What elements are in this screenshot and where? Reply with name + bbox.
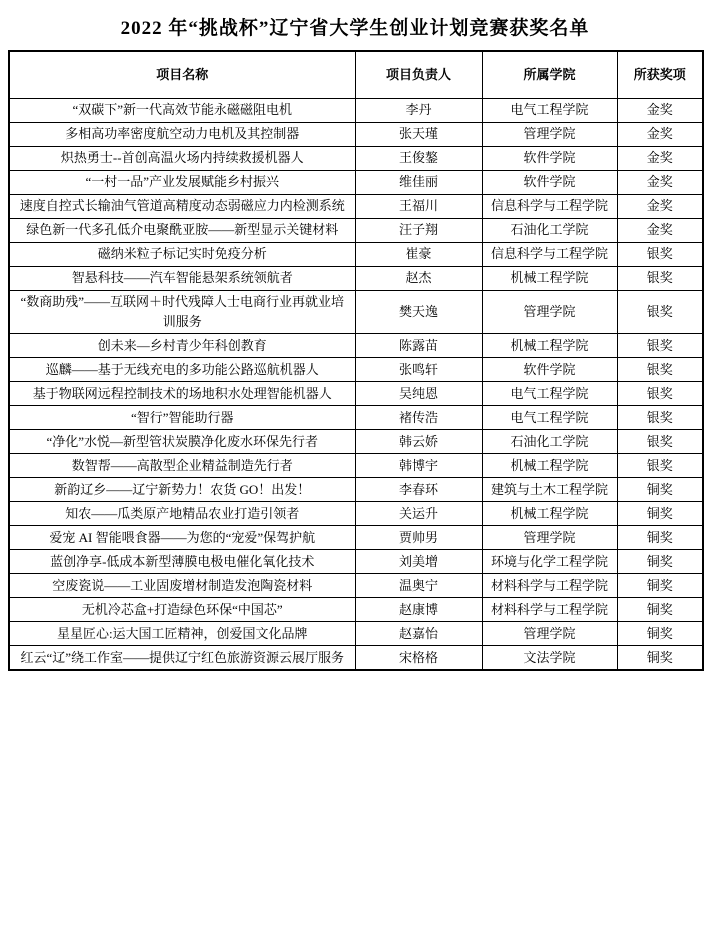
- award-cell: 铜奖: [617, 622, 703, 646]
- project-leader-cell: 张天瑾: [355, 123, 482, 147]
- column-header-award: 所获奖项: [617, 51, 703, 99]
- award-cell: 金奖: [617, 195, 703, 219]
- table-row: [9, 334, 703, 358]
- project-name-cell: 速度自控式长输油气管道高精度动态弱磁应力内检测系统: [9, 195, 355, 219]
- project-leader-cell: 李丹: [355, 99, 482, 123]
- table-body: [9, 99, 703, 671]
- award-cell: 金奖: [617, 147, 703, 171]
- college-cell: 电气工程学院: [482, 406, 617, 430]
- project-leader-cell: 崔豪: [355, 243, 482, 267]
- college-cell: 材料科学与工程学院: [482, 574, 617, 598]
- award-cell: 铜奖: [617, 526, 703, 550]
- project-leader-cell: 刘美增: [355, 550, 482, 574]
- college-cell: 管理学院: [482, 123, 617, 147]
- table-row: [9, 195, 703, 219]
- table-row: [9, 550, 703, 574]
- award-cell: 铜奖: [617, 478, 703, 502]
- award-cell: 铜奖: [617, 574, 703, 598]
- college-cell: 文法学院: [482, 646, 617, 671]
- table-row: [9, 147, 703, 171]
- column-header-project: 项目名称: [9, 51, 355, 99]
- award-cell: 银奖: [617, 291, 703, 334]
- college-cell: 信息科学与工程学院: [482, 195, 617, 219]
- table-row: [9, 171, 703, 195]
- project-name-cell: 多相高功率密度航空动力电机及其控制器: [9, 123, 355, 147]
- project-leader-cell: 维佳丽: [355, 171, 482, 195]
- college-cell: 机械工程学院: [482, 454, 617, 478]
- project-name-cell: 蓝创净享-低成本新型薄膜电极电催化氧化技术: [9, 550, 355, 574]
- project-name-cell: 无机冷芯盒+打造绿色环保“中国芯”: [9, 598, 355, 622]
- college-cell: 软件学院: [482, 358, 617, 382]
- project-name-cell: 数智帮——高散型企业精益制造先行者: [9, 454, 355, 478]
- project-name-cell: “智行”智能助行器: [9, 406, 355, 430]
- college-cell: 软件学院: [482, 147, 617, 171]
- page-title: 2022 年“挑战杯”辽宁省大学生创业计划竞赛获奖名单: [120, 18, 590, 39]
- project-leader-cell: 贾帅男: [355, 526, 482, 550]
- award-cell: 铜奖: [617, 646, 703, 671]
- project-leader-cell: 王俊鏊: [355, 147, 482, 171]
- project-name-cell: 磁纳米粒子标记实时免疫分析: [9, 243, 355, 267]
- project-leader-cell: 褚传浩: [355, 406, 482, 430]
- column-header-college: 所属学院: [482, 51, 617, 99]
- project-leader-cell: 赵杰: [355, 267, 482, 291]
- college-cell: 机械工程学院: [482, 334, 617, 358]
- award-cell: 金奖: [617, 171, 703, 195]
- project-leader-cell: 宋格格: [355, 646, 482, 671]
- project-leader-cell: 李春环: [355, 478, 482, 502]
- project-leader-cell: 赵康博: [355, 598, 482, 622]
- table-row: [9, 430, 703, 454]
- project-name-cell: 炽热勇士--首创高温火场内持续救援机器人: [9, 147, 355, 171]
- college-cell: 材料科学与工程学院: [482, 598, 617, 622]
- table-row: [9, 574, 703, 598]
- table-row: [9, 526, 703, 550]
- project-leader-cell: 樊天逸: [355, 291, 482, 334]
- college-cell: 管理学院: [482, 526, 617, 550]
- college-cell: 信息科学与工程学院: [482, 243, 617, 267]
- award-cell: 银奖: [617, 430, 703, 454]
- award-cell: 金奖: [617, 123, 703, 147]
- award-cell: 银奖: [617, 454, 703, 478]
- table-row: [9, 406, 703, 430]
- project-name-cell: 知农——瓜类原产地精品农业打造引领者: [9, 502, 355, 526]
- project-name-cell: 智悬科技——汽车智能悬架系统领航者: [9, 267, 355, 291]
- award-cell: 铜奖: [617, 550, 703, 574]
- table-row: [9, 598, 703, 622]
- project-name-cell: 红云“辽”绕工作室——提供辽宁红色旅游资源云展厅服务: [9, 646, 355, 671]
- project-name-cell: 创未来—乡村青少年科创教育: [9, 334, 355, 358]
- college-cell: 石油化工学院: [482, 430, 617, 454]
- header-row: [9, 51, 703, 99]
- table-row: [9, 622, 703, 646]
- award-cell: 金奖: [617, 99, 703, 123]
- table-row: [9, 502, 703, 526]
- project-leader-cell: 汪子翔: [355, 219, 482, 243]
- project-leader-cell: 王福川: [355, 195, 482, 219]
- award-cell: 金奖: [617, 219, 703, 243]
- table-row: [9, 454, 703, 478]
- table-row: [9, 291, 703, 334]
- award-cell: 铜奖: [617, 502, 703, 526]
- college-cell: 环境与化学工程学院: [482, 550, 617, 574]
- project-name-cell: 新韵辽乡——辽宁新势力！农货 GO！出发！: [9, 478, 355, 502]
- college-cell: 软件学院: [482, 171, 617, 195]
- project-name-cell: 绿色新一代多孔低介电聚酰亚胺——新型显示关键材料: [9, 219, 355, 243]
- award-cell: 银奖: [617, 382, 703, 406]
- project-leader-cell: 温奥宁: [355, 574, 482, 598]
- award-table: [8, 50, 704, 671]
- college-cell: 机械工程学院: [482, 267, 617, 291]
- table-row: [9, 382, 703, 406]
- college-cell: 管理学院: [482, 291, 617, 334]
- project-name-cell: “数商助残”——互联网＋时代残障人士电商行业再就业培训服务: [9, 291, 355, 334]
- project-leader-cell: 韩云娇: [355, 430, 482, 454]
- project-leader-cell: 关运升: [355, 502, 482, 526]
- project-leader-cell: 陈露苗: [355, 334, 482, 358]
- award-cell: 银奖: [617, 358, 703, 382]
- column-header-leader: 项目负责人: [355, 51, 482, 99]
- table-row: [9, 646, 703, 671]
- award-cell: 银奖: [617, 406, 703, 430]
- table-row: [9, 243, 703, 267]
- college-cell: 机械工程学院: [482, 502, 617, 526]
- college-cell: 建筑与土木工程学院: [482, 478, 617, 502]
- project-name-cell: 空废瓷说——工业固废增材制造发泡陶瓷材料: [9, 574, 355, 598]
- project-name-cell: “双碳下”新一代高效节能永磁磁阻电机: [9, 99, 355, 123]
- college-cell: 管理学院: [482, 622, 617, 646]
- project-name-cell: 巡麟——基于无线充电的多功能公路巡航机器人: [9, 358, 355, 382]
- project-name-cell: 基于物联网远程控制技术的场地积水处理智能机器人: [9, 382, 355, 406]
- project-name-cell: 星星匠心:运大国工匠精神，创爱国文化品牌: [9, 622, 355, 646]
- table-row: [9, 478, 703, 502]
- project-name-cell: 爱宠 AI 智能喂食器——为您的“宠爱”保驾护航: [9, 526, 355, 550]
- project-leader-cell: 韩博宇: [355, 454, 482, 478]
- college-cell: 电气工程学院: [482, 382, 617, 406]
- college-cell: 石油化工学院: [482, 219, 617, 243]
- project-leader-cell: 吴纯恩: [355, 382, 482, 406]
- table-row: [9, 358, 703, 382]
- table-row: [9, 99, 703, 123]
- award-cell: 铜奖: [617, 598, 703, 622]
- project-name-cell: “净化”水悦—新型管状炭膜净化废水环保先行者: [9, 430, 355, 454]
- award-cell: 银奖: [617, 334, 703, 358]
- table-row: [9, 123, 703, 147]
- table-row: [9, 267, 703, 291]
- project-leader-cell: 张鸣轩: [355, 358, 482, 382]
- college-cell: 电气工程学院: [482, 99, 617, 123]
- table-row: [9, 219, 703, 243]
- project-name-cell: “一村一品”产业发展赋能乡村振兴: [9, 171, 355, 195]
- project-leader-cell: 赵嘉怡: [355, 622, 482, 646]
- award-cell: 银奖: [617, 267, 703, 291]
- award-cell: 银奖: [617, 243, 703, 267]
